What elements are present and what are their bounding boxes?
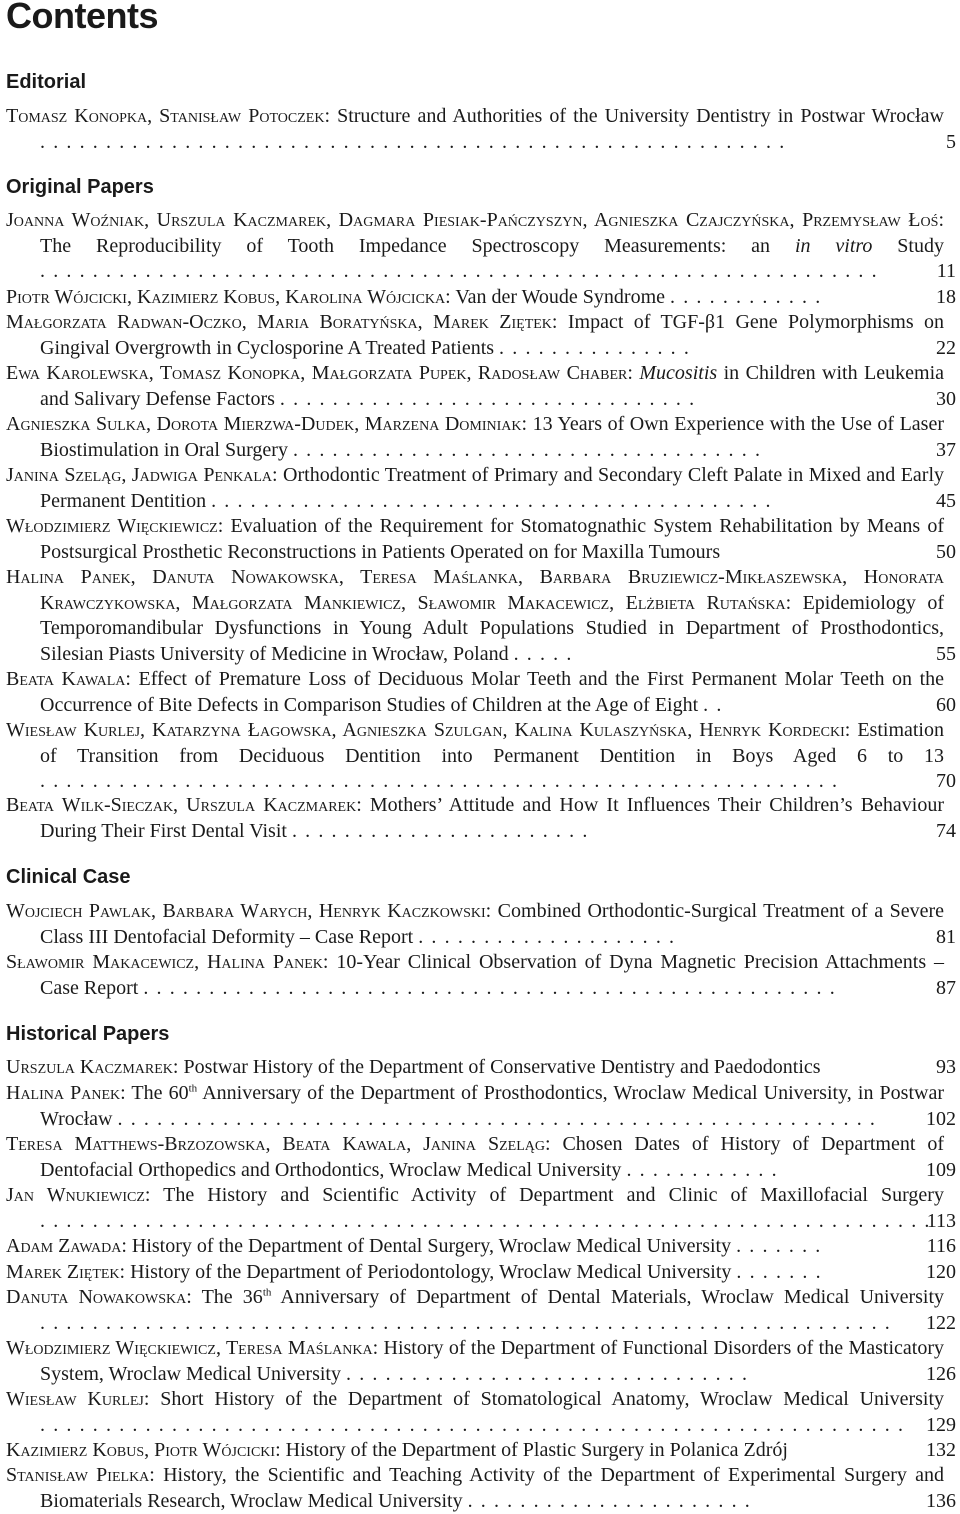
entry-authors: Wiesław Kurlej	[6, 1388, 144, 1410]
entry-title: History, the Scientific and Teaching Activity of the Department of Experimental Surgery and Biomaterials Research, Wroclaw Medical University	[40, 1464, 944, 1512]
entry-title: 13 Years of Own Experience with the Use of Laser Biostimulation in Oral Surgery	[40, 413, 944, 461]
toc-entry[interactable]: Jan Wnukiewicz: The History and Scientific Activity of Department and Clinic of Maxillofacial Surgery . . . . . . . . . . . . . . . . . . . . . . . . . . . . . . . . . . . . . . . . . . . . . . . . . . . . . . . . . . . . . . . . . . . . 113	[6, 1183, 956, 1234]
entry-page-number: 102	[926, 1107, 956, 1130]
leader-dots: . . . . . . . . . . . . . . . . . . . . . . . . . . . . . . . . . . . . . . . . . . . . . . . . . . . . . . . . . .	[117, 1107, 877, 1130]
entry-authors: Włodzimierz Więckiewicz, Teresa Maślanka	[6, 1337, 373, 1359]
entry-authors: Beata Wilk-Sieczak, Urszula Kaczmarek	[6, 794, 357, 816]
leader-dots: . .	[703, 693, 723, 716]
toc-entry[interactable]: Małgorzata Radwan-Oczko, Maria Boratyńska, Marek Ziętek: Impact of TGF-β1 Gene Polymorphisms on Gingival Overgrowth in Cyclosporine A Treated Patients . . . . . . . . . . . . . . . 22	[6, 310, 956, 361]
entry-authors: Teresa Matthews-Brzozowska, Beata Kawala, Janina Szeląg	[6, 1133, 545, 1155]
entry-title: History of the Department of Plastic Surgery in Polanica Zdrój	[285, 1439, 788, 1461]
entry-title: Effect of Premature Loss of Deciduous Molar Teeth and the First Permanent Molar Teeth on the Occurrence of Bite Defects in Comparison Studies of Children at the Age of Eight	[40, 668, 944, 716]
entry-authors: Halina Panek	[6, 1082, 121, 1104]
section-heading-editorial: Editorial	[6, 71, 87, 93]
toc-entry[interactable]: Tomasz Konopka, Stanisław Potoczek: Structure and Authorities of the University Dentistry in Postwar Wrocław . . . . . . . . . . . . . . . . . . . . . . . . . . . . . . . . . . . . . . . . . . . . . . . . . . . . . . . . . 5	[6, 104, 956, 155]
leader-dots: . . . . .	[513, 642, 573, 665]
entry-title: 10-Year Clinical Observation of Dyna Magnetic Precision Attachments – Case Report	[40, 951, 945, 999]
entry-page-number: 116	[926, 1235, 956, 1257]
entry-page-number: 37	[936, 438, 956, 461]
toc-entry[interactable]: Stanisław Pielka: History, the Scientific and Teaching Activity of the Department of Experimental Surgery and Biomaterials Research, Wroclaw Medical University . . . . . . . . . . . . . . . . . . . . . . 136	[6, 1463, 956, 1514]
toc-entry[interactable]: Sławomir Makacewicz, Halina Panek: 10-Year Clinical Observation of Dyna Magnetic Precision Attachments – Case Report . . . . . . . . . . . . . . . . . . . . . . . . . . . . . . . . . . . . . . . . . . . . . . . . . . . . . 87	[6, 950, 956, 1001]
toc-entry[interactable]: Janina Szeląg, Jadwiga Penkala: Orthodontic Treatment of Primary and Secondary Cleft Palate in Mixed and Early Permanent Dentition . . . . . . . . . . . . . . . . . . . . . . . . . . . . . . . . . . . . . . . . . . . 45	[6, 463, 956, 514]
leader-dots: . . . . . . .	[736, 1235, 822, 1257]
entry-authors: Włodzimierz Więckiewicz	[6, 515, 218, 537]
leader-dots: . . . . . . . . . . . . . . . . . . . . . . . . . . . . . . . .	[279, 387, 696, 410]
entry-authors: Jan Wnukiewicz	[6, 1184, 145, 1206]
entry-authors: Tomasz Konopka, Stanisław Potoczek	[6, 105, 325, 127]
entry-authors: Wiesław Kurlej, Katarzyna Łagowska, Agnieszka Szulgan, Kalina Kulaszyńska, Henryk Kordecki	[6, 719, 845, 741]
leader-dots: . . . . . . . . . . . . . . . . . . . . . . .	[291, 819, 589, 842]
toc-entry[interactable]: Agnieszka Sulka, Dorota Mierzwa-Dudek, Marzena Dominiak: 13 Years of Own Experience with the Use of Laser Biostimulation in Oral Surgery . . . . . . . . . . . . . . . . . . . . . . . . . . . . . . . . . . . . 37	[6, 412, 956, 463]
leader-dots: . . . . . . . . . . . . . . . . . . . . . . . . . . . . . . . . . . . . . . . . . . . . . . . . . . . . . . . . . . . . . . . . . .	[40, 1413, 905, 1436]
toc-entry[interactable]: Marek Ziętek: History of the Department of Periodontology, Wroclaw Medical University . . . . . . . 120	[6, 1260, 956, 1286]
entry-authors: Agnieszka Sulka, Dorota Mierzwa-Dudek, Marzena Dominiak	[6, 413, 522, 435]
entry-page-number: 136	[926, 1489, 956, 1512]
entry-title: Combined Orthodontic-Surgical Treatment of a Severe Class III Dentofacial Deformity – Case Report	[40, 900, 945, 948]
leader-dots: . . . . . . . . . . . . . . . . . . . . . . . . . . . . . . . . . . . . . . . . . . . . . . . . . . . . . . . . . . . . . . . . .	[40, 1311, 892, 1334]
leader-dots: . . . . . . . . . . . . . . . . . . . . . . . . . . . . . . . . . . . . . . . . . . . . . . . . . . . . .	[143, 976, 837, 999]
page-title: Contents	[6, 0, 158, 36]
leader-dots: . . . . . . . . . . . . . . . . . . . . . . . . . . . . . . . . . . . . . . . . . . . . . . . . . . . . . . . . . . . . . . . .	[40, 260, 879, 283]
entry-title: The 36th Anniversary of Department of Dental Materials, Wroclaw Medical University	[201, 1286, 945, 1308]
entry-page-number: 45	[936, 489, 956, 512]
toc-entry[interactable]: Włodzimierz Więckiewicz, Teresa Maślanka: History of the Department of Functional Disorders of the Masticatory System, Wroclaw Medical University . . . . . . . . . . . . . . . . . . . . . . . . . . . . . . . 126	[6, 1336, 956, 1387]
entry-authors: Janina Szeląg, Jadwiga Penkala	[6, 464, 273, 486]
entry-page-number: 122	[926, 1311, 956, 1334]
entry-page-number: 120	[926, 1261, 956, 1283]
entry-page-number: 87	[936, 976, 956, 999]
toc-entry[interactable]: Halina Panek: The 60th Anniversary of the Department of Prosthodontics, Wroclaw Medical University, in Postwar Wrocław . . . . . . . . . . . . . . . . . . . . . . . . . . . . . . . . . . . . . . . . . . . . . . . . . . . . . . . . . . 102	[6, 1081, 956, 1132]
leader-dots: . . . . . . . . . . . .	[626, 1158, 779, 1181]
leader-dots: . . . . . . . . . . . . . . . . . . . . . . . . . . . . . . . . . . . . . . . . . . . . . . . . . . . . . . . . . . . . .	[40, 770, 839, 793]
toc-entry[interactable]: Włodzimierz Więckiewicz: Evaluation of the Requirement for Stomatognathic System Rehabilitation by Means of Postsurgical Prosthetic Reconstructions in Patients Operated on for Maxilla Tumours 50	[6, 514, 956, 565]
entry-title: Chosen Dates of History of Department of Dentofacial Orthopedics and Orthodontics, Wroclaw Medical University	[40, 1133, 945, 1181]
entry-title: History of the Department of Dental Surgery, Wroclaw Medical University	[131, 1235, 732, 1257]
toc-entry[interactable]: Urszula Kaczmarek: Postwar History of the Department of Conservative Dentistry and Paedodontics 93	[6, 1055, 956, 1081]
entry-page-number: 55	[936, 642, 956, 665]
entry-authors: Wojciech Pawlak, Barbara Warych, Henryk Kaczkowski	[6, 900, 486, 922]
entry-title: Evaluation of the Requirement for Stomatognathic System Rehabilitation by Means of Postsurgical Prosthetic Reconstructions in Patients Operated on for Maxilla Tumours	[40, 515, 945, 563]
entry-title: Mothers’ Attitude and How It Influences Their Children’s Behaviour During Their First Dental Visit	[40, 794, 944, 842]
leader-dots: . . . . . . . . . . . . . . . . . . . . . . . . . . . . . . . . . . . . . . . . . . . . . . . . . . . . . . . . . . . . . . . . . . . .	[40, 1209, 931, 1232]
toc-entry[interactable]: Piotr Wójcicki, Kazimierz Kobus, Karolina Wójcicka: Van der Woude Syndrome . . . . . . . . . . . . 18	[6, 285, 956, 311]
entry-authors: Ewa Karolewska, Tomasz Konopka, Małgorzata Pupek, Radosław Chaber	[6, 362, 628, 384]
leader-dots: . . . . . . . . . . . .	[670, 286, 822, 308]
entry-page-number: 113	[926, 1209, 956, 1232]
toc-entry[interactable]: Danuta Nowakowska: The 36th Anniversary of Department of Dental Materials, Wroclaw Medical University . . . . . . . . . . . . . . . . . . . . . . . . . . . . . . . . . . . . . . . . . . . . . . . . . . . . . . . . . . . . . . . . . 122	[6, 1285, 956, 1336]
leader-dots: . . . . . . . . . . . . . . . . . . . . . . . . . . . . . . . . . . . . . . . . . . . . . . . . . . . . . . . . .	[40, 130, 786, 153]
entry-page-number: 60	[936, 693, 956, 716]
leader-dots: . . . . . . . . . . . . . . . . . . . . . . . . . . . . . . .	[346, 1362, 749, 1385]
entry-page-number: 5	[946, 130, 956, 153]
entry-authors: Stanisław Pielka	[6, 1464, 150, 1486]
toc-entry[interactable]: Halina Panek, Danuta Nowakowska, Teresa Maślanka, Barbara Bruziewicz-Mikłaszewska, Honorata Krawczykowska, Małgorzata Mankiewicz, Sławomir Makacewicz, Elżbieta Rutańska: Epidemiology of Temporomandibular Dysfunctions in Young Adult Populations Studied in Department of Prosthodontics, Silesian Piasts University of Medicine in Wrocław, Poland . . . . . 55	[6, 565, 956, 667]
entry-title: Impact of TGF-β1 Gene Polymorphisms on Gingival Overgrowth in Cyclosporine A Treated Patients	[40, 311, 945, 359]
toc-entry[interactable]: Kazimierz Kobus, Piotr Wójcicki: History of the Department of Plastic Surgery in Polanica Zdrój 132	[6, 1438, 956, 1464]
entry-title: Epidemiology of Temporomandibular Dysfunctions in Young Adult Populations Studied in Department of Prosthodontics, Silesian Piasts University of Medicine in Wrocław, Poland	[40, 591, 944, 665]
entry-page-number: 30	[936, 387, 956, 410]
entry-authors: Danuta Nowakowska	[6, 1286, 187, 1308]
entry-page-number: 132	[926, 1439, 956, 1461]
entry-page-number: 129	[926, 1413, 956, 1436]
toc-entry[interactable]: Wiesław Kurlej: Short History of the Department of Stomatological Anatomy, Wroclaw Medical University . . . . . . . . . . . . . . . . . . . . . . . . . . . . . . . . . . . . . . . . . . . . . . . . . . . . . . . . . . . . . . . . . . 129	[6, 1387, 956, 1438]
entry-page-number: 93	[936, 1056, 956, 1078]
leader-dots: . . . . . . . . . . . . . . . . . . . . . .	[467, 1489, 752, 1512]
toc-entry[interactable]: Beata Kawala: Effect of Premature Loss of Deciduous Molar Teeth and the First Permanent Molar Teeth on the Occurrence of Bite Defects in Comparison Studies of Children at the Age of Eight . . 60	[6, 667, 956, 718]
toc-entry[interactable]: Wojciech Pawlak, Barbara Warych, Henryk Kaczkowski: Combined Orthodontic-Surgical Treatment of a Severe Class III Dentofacial Deformity – Case Report . . . . . . . . . . . . . . . . . . . . 81	[6, 899, 956, 950]
entry-authors: Halina Panek, Danuta Nowakowska, Teresa Maślanka, Barbara Bruziewicz-Mikłaszewska, Honorata Krawczykowska, Małgorzata Mankiewicz, Sławomir Makacewicz, Elżbieta Rutańska	[6, 566, 944, 614]
entry-authors: Adam Zawada	[6, 1235, 122, 1257]
entry-authors: Marek Ziętek	[6, 1261, 120, 1283]
entry-title: Short History of the Department of Stomatological Anatomy, Wroclaw Medical University	[160, 1388, 945, 1410]
entry-title: History of the Department of Periodontology, Wroclaw Medical University	[130, 1261, 732, 1283]
entry-authors: Piotr Wójcicki, Kazimierz Kobus, Karolina Wójcicka	[6, 286, 446, 308]
entry-title: The Reproducibility of Tooth Impedance Spectroscopy Measurements: an in vitro Study	[40, 234, 944, 257]
toc-entry[interactable]: Ewa Karolewska, Tomasz Konopka, Małgorzata Pupek, Radosław Chaber: Mucositis in Children with Leukemia and Salivary Defense Factors . . . . . . . . . . . . . . . . . . . . . . . . . . . . . . . . 30	[6, 361, 956, 412]
entry-title: Structure and Authorities of the University Dentistry in Postwar Wrocław	[337, 105, 944, 127]
entry-authors: Urszula Kaczmarek	[6, 1056, 173, 1078]
entry-page-number: 22	[936, 336, 956, 359]
entry-authors: Beata Kawala	[6, 668, 126, 690]
entry-title: Postwar History of the Department of Conservative Dentistry and Paedodontics	[183, 1056, 821, 1078]
entry-authors: Sławomir Makacewicz, Halina Panek	[6, 951, 323, 973]
entry-page-number: 109	[926, 1158, 956, 1181]
leader-dots: . . . . . . . . . . . . . . . . . . . .	[418, 925, 676, 948]
entry-title: Mucositis in Children with Leukemia and Salivary Defense Factors	[40, 362, 944, 410]
toc-entry[interactable]: Joanna Woźniak, Urszula Kaczmarek, Dagmara Piesiak-Pańczyszyn, Agnieszka Czajczyńska, Przemysław Łoś: The Reproducibility of Tooth Impedance Spectroscopy Measurements: an in vitro Study . . . . . . . . . . . . . . . . . . . . . . . . . . . . . . . . . . . . . . . . . . . . . . . . . . . . . . . . . . . . . . . . 11	[6, 208, 956, 285]
toc-entry[interactable]: Wiesław Kurlej, Katarzyna Łagowska, Agnieszka Szulgan, Kalina Kulaszyńska, Henryk Kordecki: Estimation of Transition from Deciduous Dentition into Permanent Dentition in Boys Aged 6 to 13 . . . . . . . . . . . . . . . . . . . . . . . . . . . . . . . . . . . . . . . . . . . . . . . . . . . . . . . . . . . . . 70	[6, 718, 956, 795]
entry-page-number: 81	[936, 925, 956, 948]
entry-authors: Małgorzata Radwan-Oczko, Maria Boratyńska, Marek Ziętek	[6, 311, 552, 333]
entry-page-number: 70	[936, 770, 956, 793]
entry-authors: Joanna Woźniak, Urszula Kaczmarek, Dagmara Piesiak-Pańczyszyn, Agnieszka Czajczyńska, Przemysław Łoś	[6, 209, 939, 231]
entry-page-number: 18	[936, 286, 956, 308]
entry-title: Estimation of Transition from Deciduous Dentition into Permanent Dentition in Boys Aged 6 to 13	[40, 719, 944, 767]
entry-title: History of the Department of Functional Disorders of the Masticatory System, Wroclaw Medical University	[40, 1337, 944, 1385]
entry-title: The 60th Anniversary of the Department of Prosthodontics, Wroclaw Medical University, in Postwar Wrocław	[40, 1082, 944, 1130]
section-heading-historical-papers: Historical Papers	[6, 1023, 170, 1045]
toc-entry[interactable]: Adam Zawada: History of the Department of Dental Surgery, Wroclaw Medical University . . . . . . . 116	[6, 1234, 956, 1260]
toc-entry[interactable]: Teresa Matthews-Brzozowska, Beata Kawala, Janina Szeląg: Chosen Dates of History of Department of Dentofacial Orthopedics and Orthodontics, Wroclaw Medical University . . . . . . . . . . . . 109	[6, 1132, 956, 1183]
entry-title: Orthodontic Treatment of Primary and Secondary Cleft Palate in Mixed and Early Permanent Dentition	[40, 464, 945, 512]
entry-title: The History and Scientific Activity of Department and Clinic of Maxillofacial Surgery	[163, 1184, 944, 1206]
leader-dots: . . . . . . . . . . . . . . .	[499, 336, 691, 359]
entry-page-number: 50	[936, 540, 956, 563]
entry-title: Van der Woude Syndrome	[455, 286, 666, 308]
leader-dots: . . . . . . . . . . . . . . . . . . . . . . . . . . . . . . . . . . . .	[292, 438, 762, 461]
entry-authors: Kazimierz Kobus, Piotr Wójcicki	[6, 1439, 276, 1461]
leader-dots: . . . . . . .	[736, 1261, 823, 1283]
entry-page-number: 74	[936, 819, 956, 842]
entry-page-number: 11	[936, 260, 956, 283]
leader-dots: . . . . . . . . . . . . . . . . . . . . . . . . . . . . . . . . . . . . . . . . . . .	[211, 489, 773, 512]
toc-entry[interactable]: Beata Wilk-Sieczak, Urszula Kaczmarek: Mothers’ Attitude and How It Influences Their Children’s Behaviour During Their First Dental Visit . . . . . . . . . . . . . . . . . . . . . . . 74	[6, 793, 956, 844]
entry-page-number: 126	[926, 1362, 956, 1385]
section-heading-original-papers: Original Papers	[6, 176, 154, 198]
section-heading-clinical-case: Clinical Case	[6, 866, 131, 888]
